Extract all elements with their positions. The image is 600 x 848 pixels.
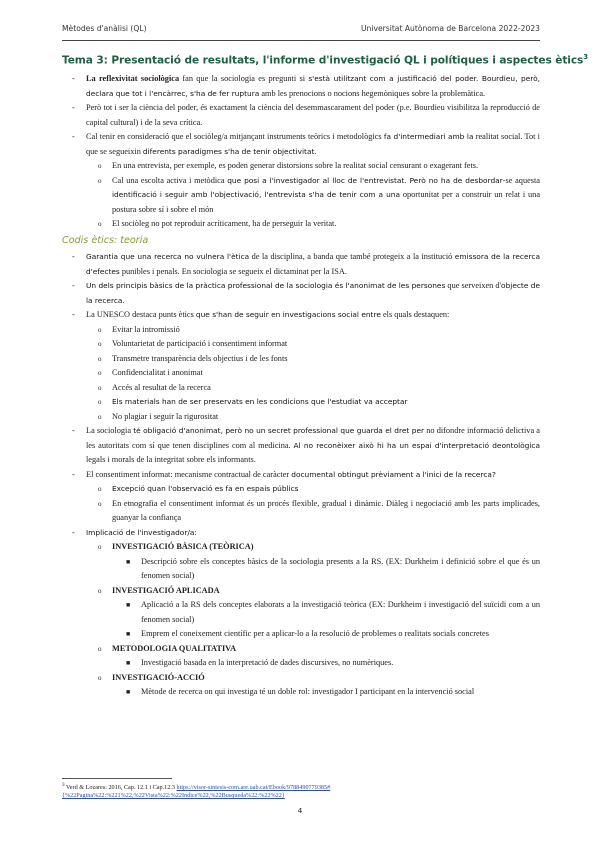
bullet-marker: o: [98, 354, 102, 363]
list-item: [62, 656, 540, 671]
text-run: Garantia que una recerca no vulnera l'ètica: [86, 252, 250, 261]
list-item: [62, 352, 540, 367]
bullet-marker: -: [72, 527, 75, 537]
list-item: [62, 584, 540, 599]
text-run: Evitar la intromissió: [112, 324, 180, 334]
intro-list: [62, 72, 540, 232]
text-run: Cal tenir en consideració que el sociòleg/a mitjançant instruments teòrics i metodològics: [86, 132, 384, 141]
bullet-marker: -: [72, 132, 75, 141]
bullet-marker: -: [72, 281, 75, 290]
text-run: legals i morals de la integritat sobre els informants.: [86, 455, 256, 464]
text-run: fa d'intermediari amb la: [383, 132, 474, 141]
list-item: [62, 366, 540, 381]
bullet-marker: ■: [126, 630, 131, 638]
text-run: s'està utilitzant com a justificació del poder. Bourdieu, però, declara que tot i l'encàrrec, s'ha de fer ruptura: [86, 74, 540, 98]
bullet-marker: o: [98, 220, 102, 228]
list-item: [62, 217, 540, 232]
list-item: [62, 410, 540, 425]
text-run: INVESTIGACIÓ BÀSICA (TEÒRICA): [112, 542, 254, 551]
running-header: [62, 20, 540, 36]
text-run: Confidencialitat i anonimat: [112, 368, 203, 377]
bullet-marker: o: [98, 485, 102, 493]
text-run: que posi a l'investigador al lloc de l'entrevistat. Però no ha de desbordar: [227, 175, 503, 185]
footnote-ref[interactable]: 3: [583, 53, 588, 61]
bullet-marker: -: [72, 469, 75, 479]
text-run: El sociòleg no pot reproduir acríticament, ha de perseguir la veritat.: [112, 219, 337, 228]
bullet-marker: -: [72, 426, 75, 435]
footnote-link[interactable]: https://visor-sintesis-com.are.uab.cat/Ebook/9788490779385#{%22Pagina%22:%221%22,%22Vista%22:%22Indice%22,%22Busqueda%22:%22%22}: [62, 784, 331, 800]
text-run: realitat social. Tot i que se segueixin: [86, 132, 540, 156]
bullet-marker: -: [72, 74, 75, 83]
footnote-text: Verd & Lozares: 2016, Cap. 12.1 i Cap.12.3: [64, 784, 177, 792]
text-run: METODOLOGIA QUALITATIVA: [112, 643, 237, 653]
list-item: [62, 468, 540, 483]
text-run: fan que la sociologia es pregunti si: [179, 74, 309, 83]
text-run: de la disciplina, a banda que també protegeix a la institució: [249, 252, 455, 261]
bullet-marker: o: [98, 176, 102, 185]
bullet-marker: o: [98, 369, 102, 377]
footnote: [62, 781, 542, 800]
bullet-marker: o: [98, 644, 102, 653]
list-item: [62, 130, 540, 159]
list-item: [62, 101, 540, 130]
list-item: [62, 174, 540, 218]
list-item: [62, 323, 540, 338]
bullet-marker: o: [98, 398, 102, 406]
text-run: Descripció sobre els conceptes bàsics de la sociologia presents a la RS. (EX: Durkheim i definició sobre el que és un fenomen social): [141, 556, 540, 580]
title-text: Tema 3: Presentació de resultats, l'informe d'investigació QL i polítiques i aspectes ètics: [62, 54, 584, 67]
bullet-marker: ■: [126, 601, 131, 609]
list-item: [62, 497, 540, 526]
bullet-marker: o: [98, 383, 102, 392]
text-run: diferents paradigmes s'ha de tenir objectivitat.: [142, 146, 317, 156]
bullet-marker: o: [98, 586, 102, 595]
list-item: [62, 598, 540, 627]
list-item: [62, 642, 540, 657]
list-item: [62, 337, 540, 352]
text-run: En etnografia el consentiment informat és un procés flexible, gradual i dinàmic. Diàleg i negociació amb les parts implicades, guanyar la confiança: [112, 498, 540, 522]
page-number: 4: [297, 806, 303, 815]
text-run: INVESTIGACIÓ APLICADA: [112, 585, 220, 595]
text-run: Investigació basada en la interpretació de dades discursives, no numèriques.: [141, 658, 394, 667]
bullet-marker: ■: [126, 557, 131, 566]
text-run: Accés al resultat de la recerca: [112, 382, 211, 392]
text-run: documental obtingut prèviament a l'inici de la recerca?: [291, 469, 496, 479]
text-run: Voluntarietat de participació i consentiment informat: [112, 339, 288, 348]
section-heading: Codis ètics: teoria: [62, 234, 149, 246]
list-item: [62, 159, 540, 174]
list-item: [62, 424, 540, 468]
text-run: Aplicació a la RS dels conceptes elaborats a la investigació teòrica (EX: Durkheim i investigació del suïcidi com a un fenomen social): [141, 600, 540, 624]
text-run: Però tot i ser la ciència del poder, és exactament la ciència del desemmascarament del poder (p.e. Bourdieu visibilitza la reproducció de capital cultural) i de la seva crítica.: [86, 103, 540, 127]
list-item: [62, 395, 540, 410]
bullet-marker: o: [98, 340, 102, 348]
text-run: La sociologia: [86, 426, 134, 435]
page-title: [62, 53, 588, 67]
text-run: Mètode de recerca on qui investiga té un doble rol: investigador I participant en la intervenció social: [141, 687, 475, 696]
text-run: La UNESCO destaca punts ètics: [86, 310, 196, 319]
bullet-marker: o: [98, 673, 102, 682]
bullet-marker: ■: [126, 659, 131, 667]
text-run: La reflexivitat sociològica: [86, 74, 180, 83]
text-run: objecte de la recerca.: [86, 281, 540, 305]
bullet-marker: o: [98, 499, 102, 508]
list-item: [62, 685, 540, 700]
text-run: Al no reconèixer això hi ha un espai d'interpretació deontològica: [293, 440, 540, 450]
list-item: [62, 627, 540, 642]
text-run: que serveixen d': [445, 281, 502, 290]
text-run: INVESTIGACIÓ-ACCIÓ: [112, 672, 205, 682]
list-item: [62, 555, 540, 584]
text-run: emissora de la recerca d'efectes: [86, 252, 540, 276]
list-item: [62, 72, 540, 101]
bullet-marker: ■: [126, 688, 131, 696]
codis-list: [62, 250, 540, 700]
text-run: identificació i seguir amb l'objectivació, l'entrevista s'ha de tenir com a una: [112, 190, 401, 199]
text-run: Implicació de l'investigador/a:: [86, 527, 197, 537]
bullet-marker: o: [98, 543, 102, 551]
list-item: [62, 250, 540, 279]
text-run: No plagiar i seguir la rigurositat: [112, 411, 219, 421]
text-run: Els materials han de ser preservats en les condicions que l'estudiat va acceptar: [112, 397, 408, 406]
list-item: [62, 671, 540, 686]
list-item: [62, 308, 540, 323]
text-run: Transmetre transparència dels objectius i de les fonts: [112, 353, 288, 363]
document-body: [62, 72, 540, 700]
text-run: Emprem el coneixement científic per a aplicar-lo a la resolució de problemes o realitats socials concretes: [141, 629, 489, 638]
list-item: [62, 381, 540, 396]
header-rule: [62, 40, 540, 41]
header-course: Mètodes d'anàlisi (QL): [62, 24, 147, 33]
bullet-marker: -: [72, 103, 75, 112]
text-run: Un dels principis bàsics de la pràctica professional de la sociologia és l'anonimat de les persones: [86, 281, 446, 290]
list-item: [62, 279, 540, 308]
bullet-marker: -: [72, 310, 75, 319]
footnote-rule: [62, 778, 172, 779]
text-run: Excepció quan l'observació es fa en espais públics: [112, 484, 299, 493]
text-run: -se aquesta: [502, 175, 540, 185]
list-item: [62, 540, 540, 555]
bullet-marker: o: [98, 162, 102, 170]
text-run: Cal una escolta activa i metòdica: [112, 175, 228, 185]
header-university: Universitat Autònoma de Barcelona 2022-2023: [360, 24, 540, 33]
bullet-marker: o: [98, 412, 102, 421]
text-run: els quals destaquen:: [380, 310, 450, 319]
text-run: oportunitat per a construir un relat i una postura sobre sí i sobre el món: [112, 190, 541, 214]
text-run: En una entrevista, per exemple, es poden generar distorsions sobre la realitat social censurant o exagerant fets.: [112, 161, 479, 170]
text-run: té obligació d'anonimat, però no un secret professional que guarda el dret per: [133, 426, 425, 435]
text-run: no difondre informació delictiva a les autoritats com sí que tenen disciplines com al medicina.: [86, 426, 540, 450]
text-run: que s'han de seguir en investigacions social entre: [195, 310, 381, 319]
bullet-marker: o: [98, 325, 102, 334]
text-run: amb les prenocions o nocions hegemòniques sobre la problemàtica.: [259, 88, 486, 98]
list-item: [62, 526, 540, 541]
list-item: [62, 482, 540, 497]
text-run: punibles i penals. En sociologia se segueix el dictaminat per la ISA.: [119, 266, 347, 276]
text-run: El consentiment informat: mecanisme contractual de caràcter: [86, 469, 292, 479]
bullet-marker: -: [72, 252, 75, 261]
footnote-mark: 3: [62, 782, 65, 788]
